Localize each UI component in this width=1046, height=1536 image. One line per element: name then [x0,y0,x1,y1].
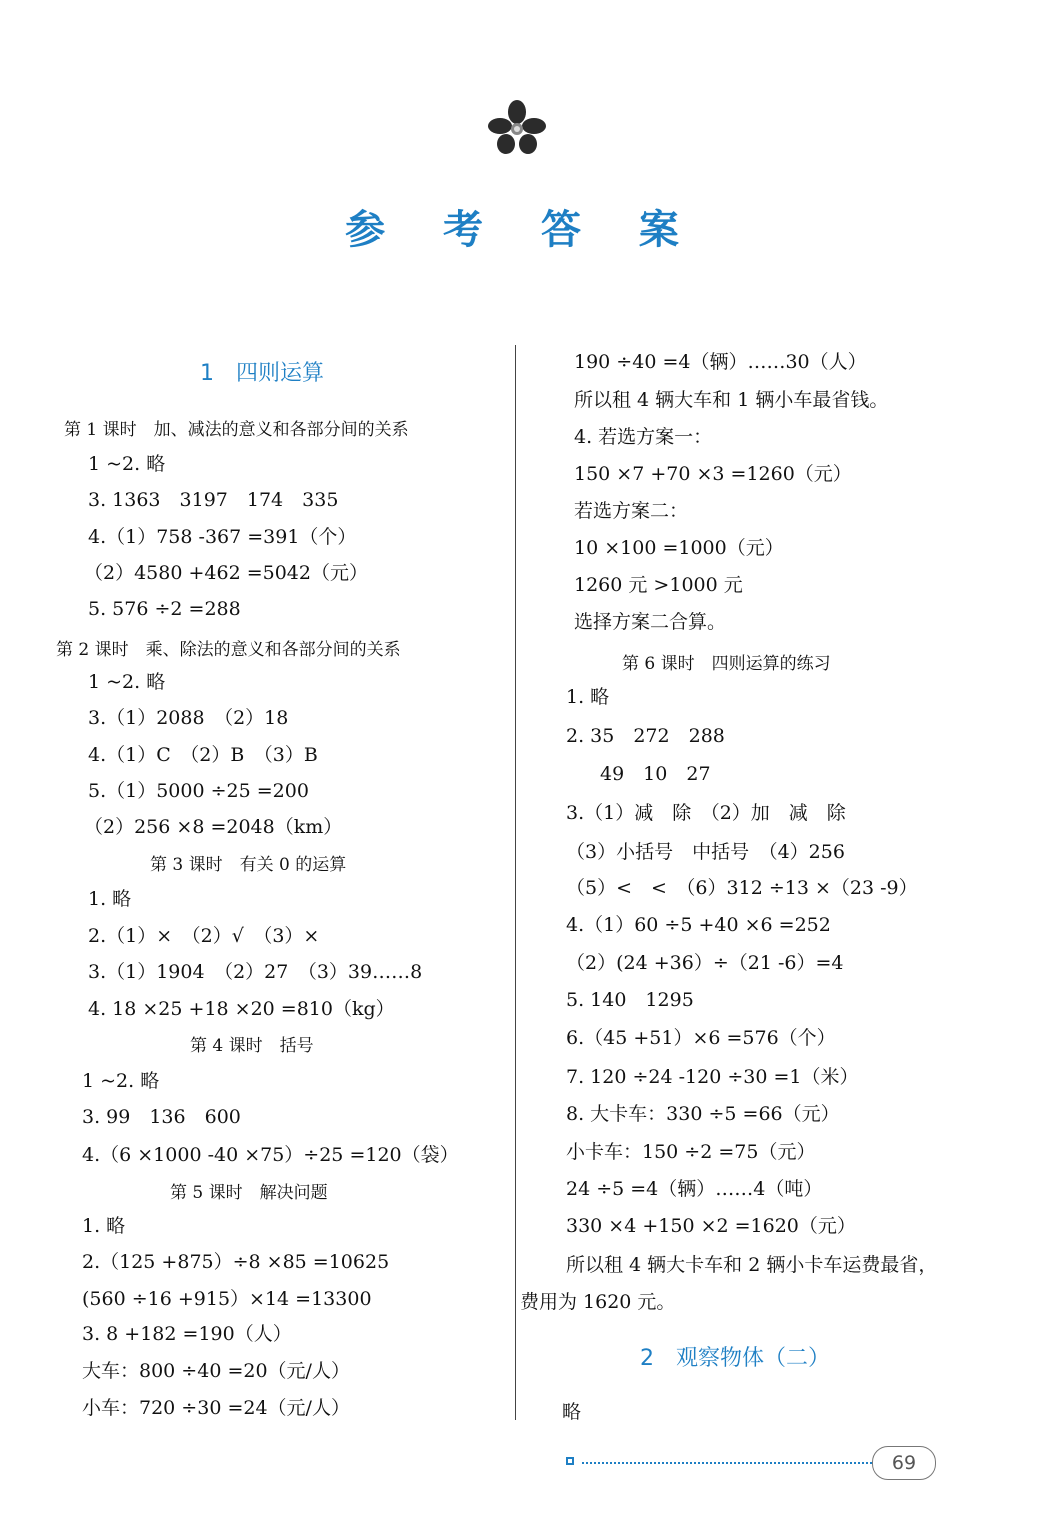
lesson-heading: 第 6 课时 四则运算的练习 [622,654,831,674]
answer-line: 6.（45 +51）×6 =576（个） [566,1027,836,1049]
answer-line: 1 ~2. 略 [82,1070,160,1092]
answer-line: （3）小括号 中括号 （4）256 [566,841,845,863]
answer-line: 4.（1）C （2）B （3）B [88,744,318,766]
answer-line: 所以租 4 辆大卡车和 2 辆小卡车运费最省， [566,1254,938,1276]
lesson-heading: 第 3 课时 有关 0 的运算 [150,855,347,875]
answer-line: 3. 1363 3197 174 335 [88,489,339,511]
answer-line: 略 [562,1401,582,1423]
answer-line: 3.（1）2088 （2）18 [88,707,289,729]
answer-line: 24 ÷5 =4（辆）……4（吨） [566,1178,823,1200]
answer-line: 1260 元 >1000 元 [574,574,743,596]
lesson-heading: 第 5 课时 解决问题 [170,1183,328,1203]
answer-line: 1. 略 [88,888,132,910]
section-heading: 1 四则运算 [200,361,324,386]
answer-line: 小卡车：150 ÷2 =75（元） [566,1141,816,1163]
answer-line: 2. 35 272 288 [566,725,725,747]
answer-line: (560 ÷16 +915）×14 =13300 [82,1288,372,1310]
section-heading: 2 观察物体（二） [640,1346,830,1371]
answer-line: 3.（1）1904 （2）27 （3）39……8 [88,961,423,983]
answer-line: 若选方案二： [574,500,689,522]
answer-line: 190 ÷40 =4（辆）……30（人） [574,351,867,373]
column-divider [515,345,516,1420]
answer-line: 3. 8 +182 =190（人） [82,1323,292,1345]
answer-line: 5. 576 ÷2 =288 [88,598,241,620]
answer-line: 3. 99 136 600 [82,1106,241,1128]
answer-line: 4. 若选方案一： [574,426,713,448]
answer-line: 10 ×100 =1000（元） [574,537,784,559]
page-number: 69 [872,1446,936,1480]
answer-line: 8. 大卡车：330 ÷5 =66（元） [566,1103,840,1125]
answer-line: 2.（125 +875）÷8 ×85 =10625 [82,1251,390,1273]
answer-line: 330 ×4 +150 ×2 =1620（元） [566,1215,856,1237]
answer-line: 费用为 1620 元。 [520,1291,676,1313]
answer-line: 大车：800 ÷40 =20（元/人） [82,1360,350,1382]
answer-line: （2）4580 +462 =5042（元） [84,562,368,584]
answer-line: （2）(24 +36）÷（21 -6）=4 [566,952,844,974]
answer-line: 3.（1）减 除 （2）加 减 除 [566,802,846,824]
footer-dotted-rule [582,1462,872,1464]
answer-line: 所以租 4 辆大车和 1 辆小车最省钱。 [574,389,889,411]
answer-line: 49 10 27 [600,763,711,785]
answer-line: （2）256 ×8 =2048（km） [84,816,343,838]
answer-line: 4.（6 ×1000 -40 ×75）÷25 =120（袋） [82,1144,459,1166]
answer-line: 4.（1）60 ÷5 +40 ×6 =252 [566,914,831,936]
answer-line: （5）< < （6）312 ÷13 ×（23 -9） [566,877,918,899]
answer-line: 1 ~2. 略 [88,453,166,475]
lesson-heading: 第 2 课时 乘、除法的意义和各部分间的关系 [56,640,401,660]
answer-line: 1. 略 [566,686,610,708]
lesson-heading: 第 4 课时 括号 [190,1036,314,1056]
lesson-heading: 第 1 课时 加、减法的意义和各部分间的关系 [64,420,409,440]
answer-line: 4. 18 ×25 +18 ×20 =810（kg） [88,998,395,1020]
footer-square-icon [566,1457,574,1465]
answer-line: 1. 略 [82,1215,126,1237]
flower-ornament-icon [478,98,556,156]
answer-line: 4.（1）758 -367 =391（个） [88,526,357,548]
answer-line: 7. 120 ÷24 -120 ÷30 =1（米） [566,1066,859,1088]
answer-line: 1 ~2. 略 [88,671,166,693]
answer-line: 2.（1）× （2）√ （3）× [88,925,320,947]
answer-line: 小车：720 ÷30 =24（元/人） [82,1397,350,1419]
answer-line: 选择方案二合算。 [574,611,727,633]
answer-line: 5. 140 1295 [566,989,694,1011]
answer-line: 150 ×7 +70 ×3 =1260（元） [574,463,852,485]
answer-line: 5.（1）5000 ÷25 =200 [88,780,309,802]
page-title: 参 考 答 案 [345,207,701,253]
